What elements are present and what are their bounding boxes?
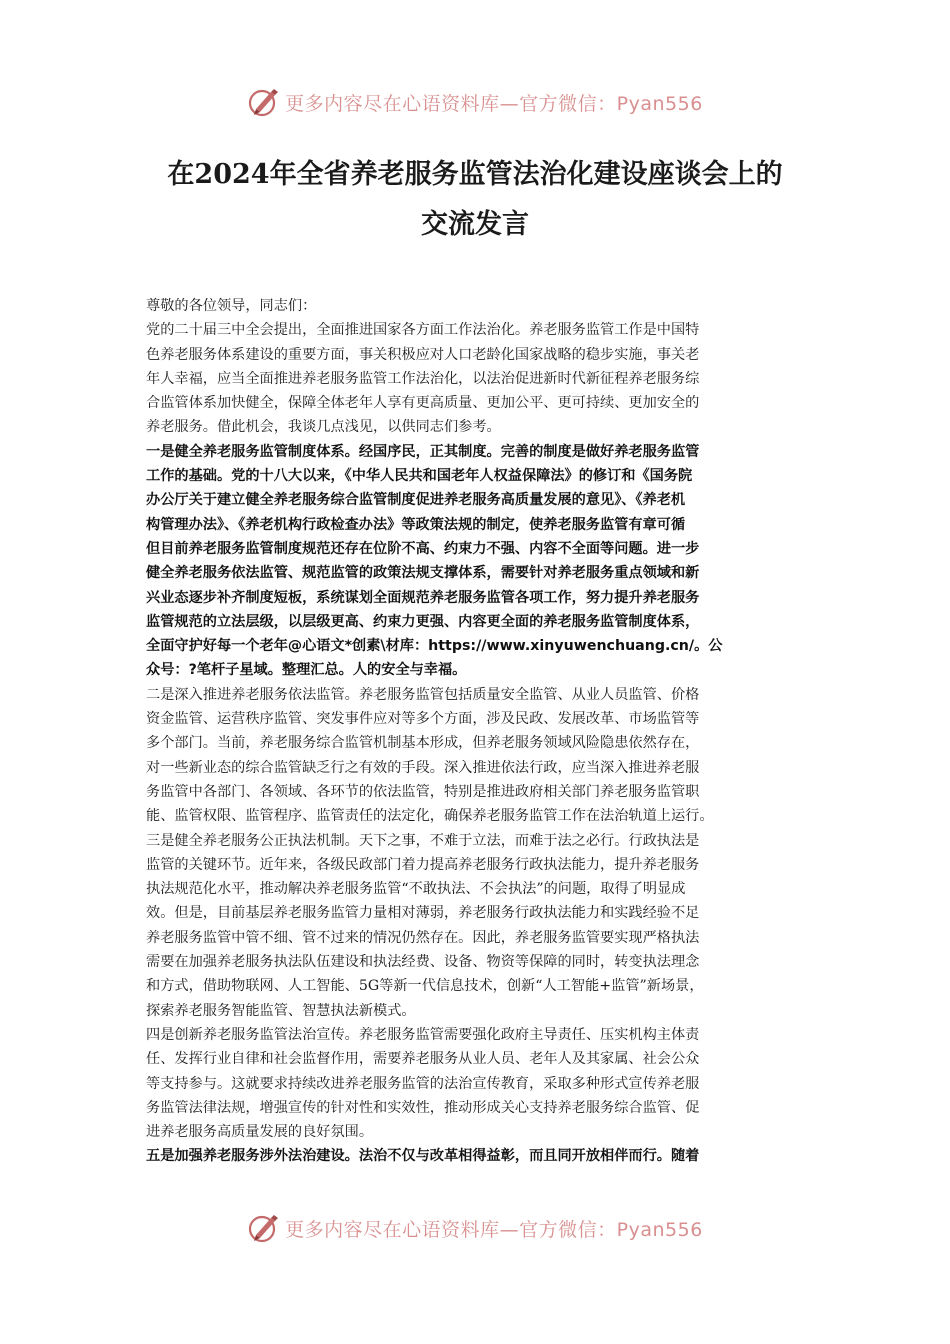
paragraph-line: 办公厅关于建立健全养老服务综合监管制度促进养老服务高质量发展的意见》、《养老机 [146, 492, 686, 509]
paragraphs [146, 318, 814, 1168]
paragraph-line: 二是深入推进养老服务依法监管。养老服务监管包括质量安全监管、从业人员监管、价格 [146, 686, 700, 703]
paragraph-line: 执法规范化水平，推动解决养老服务监管“不敢执法、不会执法”的问题，取得了明显成 [146, 881, 686, 898]
paragraph-line: 但目前养老服务监管制度规范还存在位阶不高、约束力不强、内容不全面等问题。进一步 [146, 540, 700, 557]
header-banner [0, 82, 950, 122]
paragraph-line: 监管规范的立法层级，以层级更高、约束力更强、内容更全面的养老服务监管制度体系， [146, 613, 700, 630]
paragraph-line: 五是加强养老服务涉外法治建设。法治不仅与改革相得益彰，而且同开放相伴而行。随着 [146, 1148, 700, 1165]
paragraph-line: 探索养老服务智能监管、智慧执法新模式。 [146, 1002, 416, 1019]
paragraph [146, 683, 814, 829]
paragraph-line: 合监管体系加快健全，保障全体老年人享有更高质量、更加公平、更可持续、更加安全的 [146, 395, 700, 412]
banner-text: 更多内容尽在心语资料库—官方微信：Pyan556 [285, 1218, 703, 1241]
pen-logo-icon [247, 85, 281, 119]
paragraph-line: 四是创新养老服务监管法治宣传。养老服务监管需要强化政府主导责任、压实机构主体责 [146, 1026, 700, 1043]
paragraph [146, 318, 814, 439]
paragraph-line: 能、监管权限、监管程序、监管责任的法定化，确保养老服务监管工作在法治轨道上运行。 [146, 808, 714, 825]
paragraph-line: 务监管法律法规，增强宣传的针对性和实效性，推动形成关心支持养老服务综合监管、促 [146, 1099, 700, 1116]
paragraph-line: 兴业态逐步补齐制度短板，系统谋划全面规范养老服务监管各项工作，努力提升养老服务 [146, 589, 700, 606]
paragraph-line: 任、发挥行业自律和社会监督作用，需要养老服务从业人员、老年人及其家属、社会公众 [146, 1051, 700, 1068]
paragraph-line: 养老服务监管中管不细、管不过来的情况仍然存在。因此，养老服务监管要实现严格执法 [146, 929, 700, 946]
paragraph-line: 等支持参与。这就要求持续改进养老服务监管的法治宣传教育，采取多种形式宣传养老服 [146, 1075, 700, 1092]
paragraph-line: 务监管中各部门、各领域、各环节的依法监管，特别是推进政府相关部门养老服务监管职 [146, 783, 700, 800]
title-line: 在2024年全省养老服务监管法治化建设座谈会上的 [167, 159, 783, 190]
pen-logo-icon [247, 1211, 281, 1245]
footer-banner [0, 1208, 950, 1248]
paragraph-line: 效。但是，目前基层养老服务监管力量相对薄弱，养老服务行政执法能力和实践经验不足 [146, 905, 700, 922]
paragraph-line: 和方式，借助物联网、人工智能、5G等新一代信息技术，创新“人工智能+监管”新场景， [146, 978, 704, 995]
paragraph [146, 1023, 814, 1144]
title-line: 交流发言 [421, 209, 529, 240]
document-body [146, 294, 814, 1169]
paragraph-line: 构管理办法》、《养老机构行政检查办法》等政策法规的制定，使养老服务监管有章可循 [146, 516, 686, 533]
paragraph-line: 众号：?笔杆子星域。整理汇总。人的安全与幸福。 [146, 662, 467, 679]
paragraph-line: 健全养老服务依法监管、规范监管的政策法规支撑体系，需要针对养老服务重点领域和新 [146, 565, 700, 582]
banner-text: 更多内容尽在心语资料库—官方微信：Pyan556 [285, 92, 703, 115]
document-title [60, 150, 890, 250]
paragraph-line: 三是健全养老服务公正执法机制。天下之事，不难于立法，而难于法之必行。行政执法是 [146, 832, 700, 849]
paragraph-line: 进养老服务高质量发展的良好氛围。 [146, 1124, 374, 1141]
paragraph-line: 对一些新业态的综合监管缺乏行之有效的手段。深入推进依法行政，应当深入推进养老服 [146, 759, 700, 776]
paragraph [146, 440, 814, 683]
paragraph-line: 色养老服务体系建设的重要方面，事关积极应对人口老龄化国家战略的稳步实施，事关老 [146, 346, 700, 363]
paragraph-line: 一是健全养老服务监管制度体系。经国序民，正其制度。完善的制度是做好养老服务监管 [146, 443, 700, 460]
paragraph [146, 1144, 814, 1168]
paragraph-line: 党的二十届三中全会提出，全面推进国家各方面工作法治化。养老服务监管工作是中国特 [146, 322, 700, 339]
paragraph-line: 资金监管、运营秩序监管、突发事件应对等多个方面，涉及民政、发展改革、市场监管等 [146, 711, 700, 728]
paragraph-line: 全面守护好每一个老年@心语文*创素\材库：https://www.xinyuwenchuang.cn/。公 [146, 638, 723, 655]
paragraph-line: 多个部门。当前，养老服务综合监管机制基本形成，但养老服务领域风险隐患依然存在， [146, 735, 700, 752]
paragraph-line: 养老服务。借此机会，我谈几点浅见，以供同志们参考。 [146, 419, 501, 436]
paragraph [146, 829, 814, 1023]
salutation: 尊敬的各位领导，同志们： [146, 298, 317, 314]
paragraph-line: 工作的基础。党的十八大以来，《中华人民共和国老年人权益保障法》的修订和《国务院 [146, 468, 693, 485]
paragraph-line: 需要在加强养老服务执法队伍建设和执法经费、设备、物资等保障的同时，转变执法理念 [146, 954, 700, 971]
paragraph-line: 年人幸福，应当全面推进养老服务监管工作法治化，以法治促进新时代新征程养老服务综 [146, 370, 700, 387]
paragraph-line: 监管的关键环节。近年来，各级民政部门着力提高养老服务行政执法能力，提升养老服务 [146, 856, 700, 873]
